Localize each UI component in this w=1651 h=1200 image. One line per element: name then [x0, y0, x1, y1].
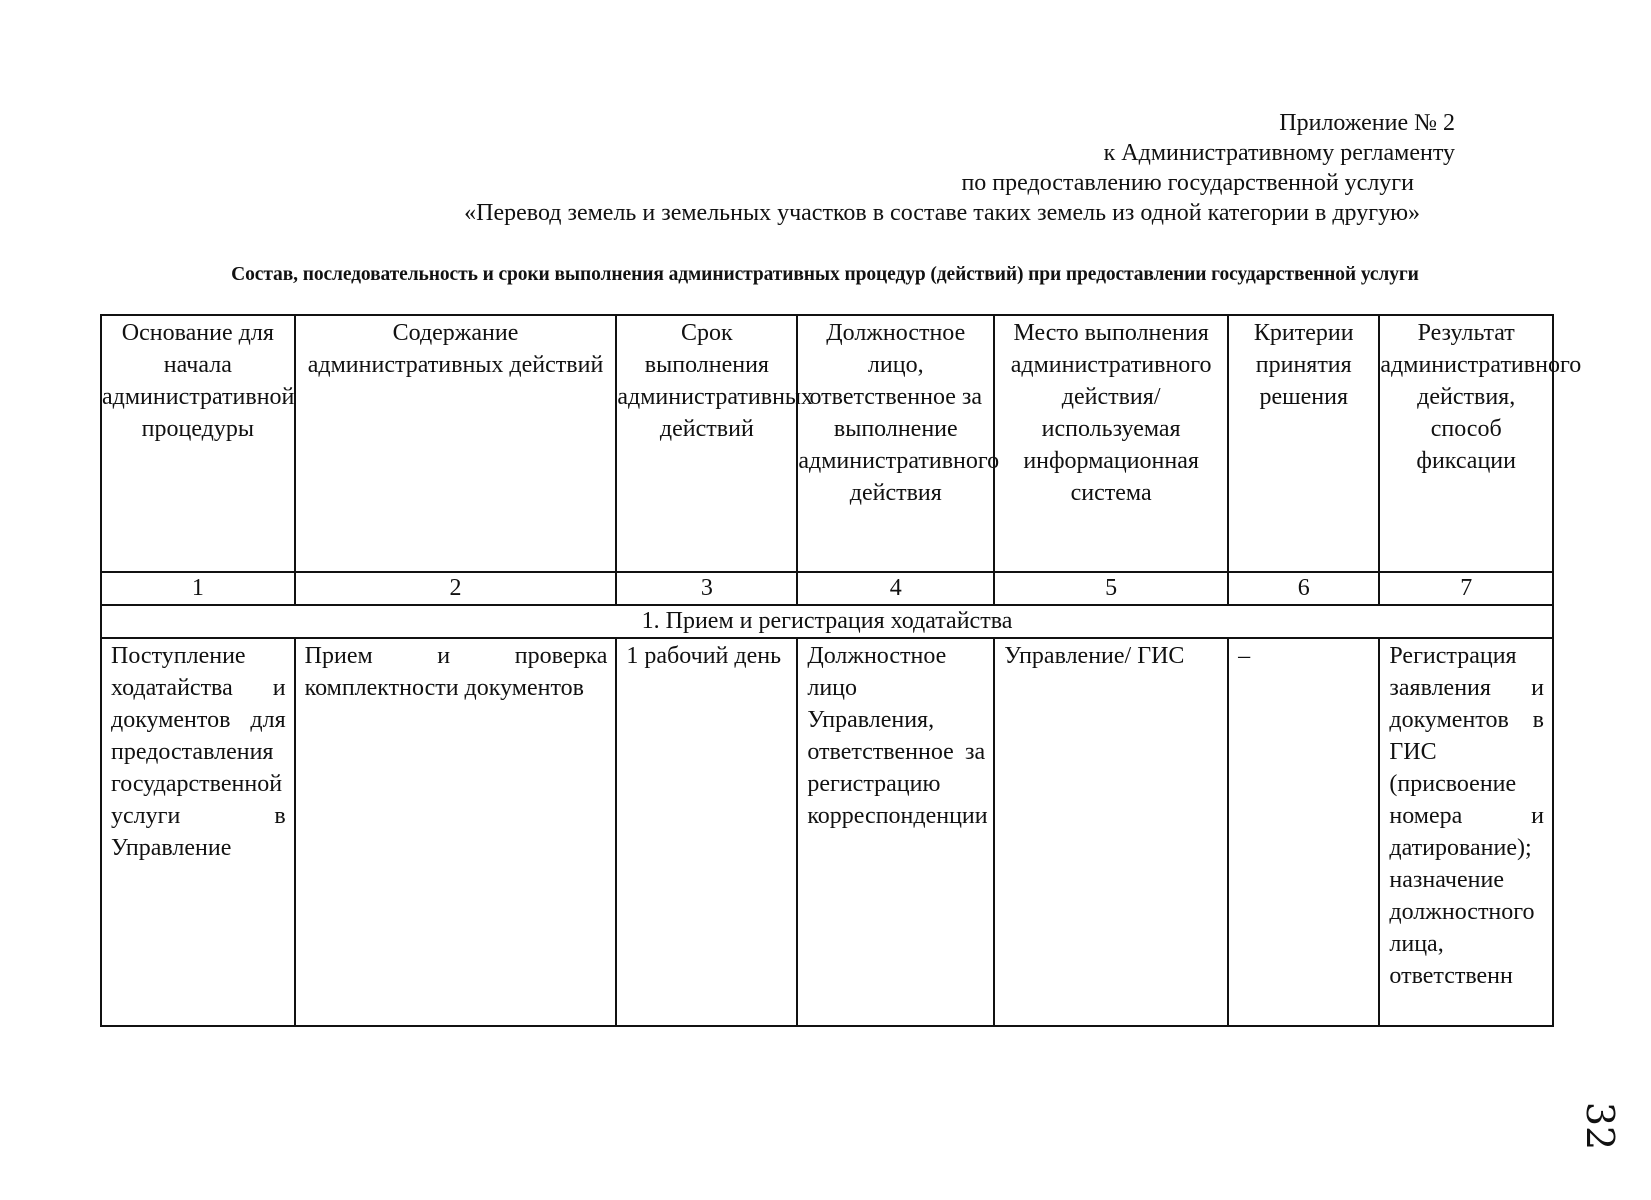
column-number: 6 [1228, 572, 1379, 605]
column-number-row [101, 572, 1553, 605]
header-cell: Место выполнения административного действия/используемая информационная система [994, 315, 1228, 572]
appendix-line-4: «Перевод земель и земельных участков в составе таких земель из одной категории в другую» [464, 200, 1420, 226]
procedures-table [100, 314, 1582, 1027]
cell-place: Управление/ ГИС [994, 638, 1228, 1026]
appendix-line-2: к Административному регламенту [1103, 140, 1455, 166]
appendix-line-3: по предоставлению государственной услуги [961, 170, 1414, 196]
section-title: 1. Прием и регистрация ходатайства [101, 605, 1553, 638]
column-number: 2 [295, 572, 617, 605]
header-cell: Содержание административных действий [295, 315, 617, 572]
cell-basis: Поступление ходатайства и документов для предоставления государственной услуги в Управление [101, 638, 295, 1026]
column-number: 7 [1379, 572, 1553, 605]
table-header-row [101, 315, 1553, 572]
cell-official: Должностное лицо Управления, ответственное за регистрацию корреспонденции [797, 638, 994, 1026]
column-number: 3 [616, 572, 797, 605]
column-number: 4 [797, 572, 994, 605]
header-cell: Должностное лицо, ответственное за выполнение административного действия [797, 315, 994, 572]
cell-result: Регистрация заявления и документов в ГИС (присвоение номера и датирование); назначение должностного лица, ответственн [1379, 638, 1553, 1026]
document-title: Состав, последовательность и сроки выполнения административных процедур (действий) при предоставлении государственной услуги [231, 264, 1419, 285]
header-cell: Срок выполнения административных действий [616, 315, 797, 572]
column-number: 1 [101, 572, 295, 605]
page-number: 32 [1578, 1101, 1623, 1151]
table-row [101, 638, 1553, 1026]
section-row [101, 605, 1553, 638]
cell-content: Прием и проверка комплектности документов [295, 638, 617, 1026]
header-cell: Основание для начала административной процедуры [101, 315, 295, 572]
cell-term: 1 рабочий день [616, 638, 797, 1026]
appendix-line-1: Приложение № 2 [1279, 110, 1455, 136]
column-number: 5 [994, 572, 1228, 605]
header-cell: Результат административного действия, способ фиксации [1379, 315, 1553, 572]
header-cell: Критерии принятия решения [1228, 315, 1379, 572]
cell-criteria: – [1228, 638, 1379, 1026]
